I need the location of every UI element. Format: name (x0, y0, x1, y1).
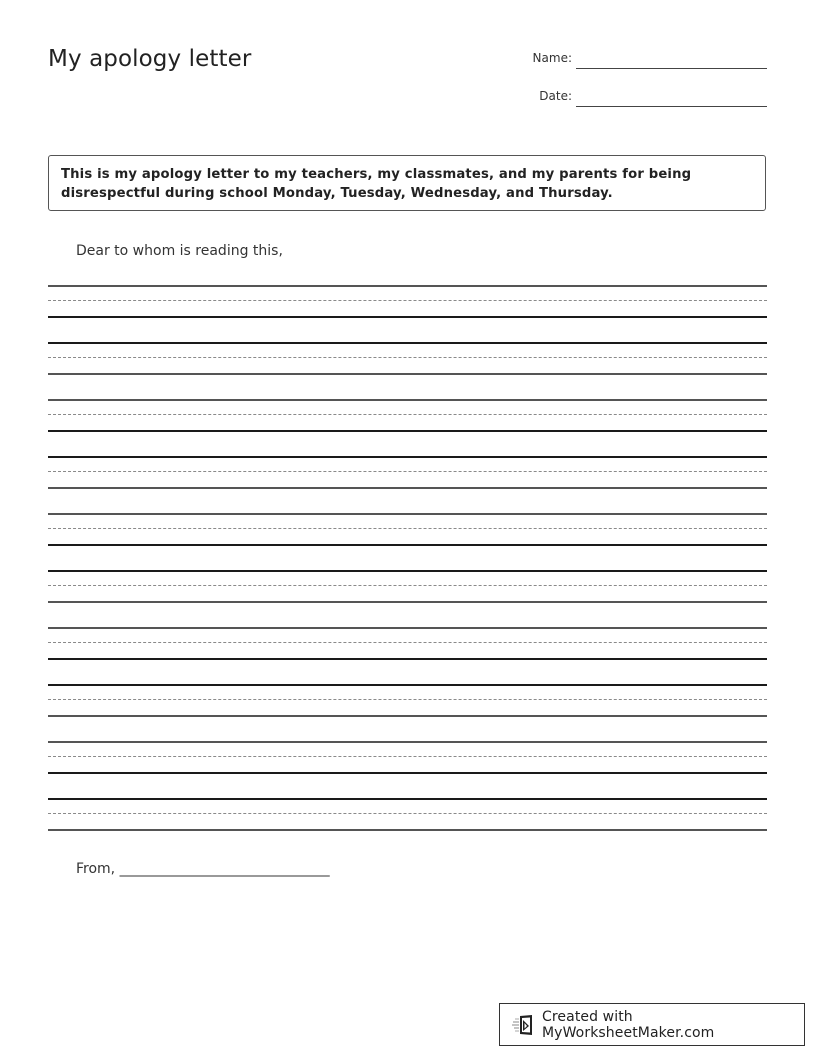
writing-line-midline (48, 528, 767, 529)
writing-line-top (48, 829, 767, 831)
date-label: Date: (539, 89, 572, 103)
closing-signature-line[interactable]: From, ______________________________ (76, 861, 330, 877)
writing-line-top (48, 487, 767, 489)
footer-text: Created with MyWorksheetMaker.com (542, 1008, 715, 1041)
writing-line-baseline (48, 316, 767, 318)
writing-line-midline (48, 699, 767, 700)
writing-line-baseline (48, 544, 767, 546)
writing-line-midline (48, 414, 767, 415)
writing-line-top (48, 741, 767, 743)
page-title: My apology letter (48, 46, 252, 72)
writing-line-midline (48, 300, 767, 301)
writing-line-baseline (48, 798, 767, 800)
writing-line-top (48, 373, 767, 375)
writing-line-midline (48, 357, 767, 358)
writing-line-top (48, 513, 767, 515)
writing-line-baseline (48, 430, 767, 432)
writing-line-top (48, 715, 767, 717)
writing-line-midline (48, 642, 767, 643)
writing-line-baseline (48, 342, 767, 344)
writing-line-midline (48, 585, 767, 586)
greeting-text: Dear to whom is reading this, (76, 243, 283, 259)
intro-text: This is my apology letter to my teachers, my classmates, and my parents for being disrespectful during school Monday, Tuesday, Wednesday, and Thursday. (61, 167, 692, 201)
writing-line-top (48, 285, 767, 287)
writing-line-baseline (48, 570, 767, 572)
writing-line-midline (48, 471, 767, 472)
myworksheetmaker-logo-icon (512, 1014, 536, 1036)
writing-line-top (48, 627, 767, 629)
writing-line-top (48, 601, 767, 603)
writing-line-midline (48, 813, 767, 814)
writing-line-baseline (48, 658, 767, 660)
writing-line-midline (48, 756, 767, 757)
name-label: Name: (532, 51, 572, 65)
writing-line-top (48, 399, 767, 401)
footer-badge[interactable] (499, 1003, 805, 1046)
writing-line-baseline (48, 772, 767, 774)
writing-line-baseline (48, 456, 767, 458)
writing-area[interactable] (48, 0, 767, 1056)
writing-line-baseline (48, 684, 767, 686)
